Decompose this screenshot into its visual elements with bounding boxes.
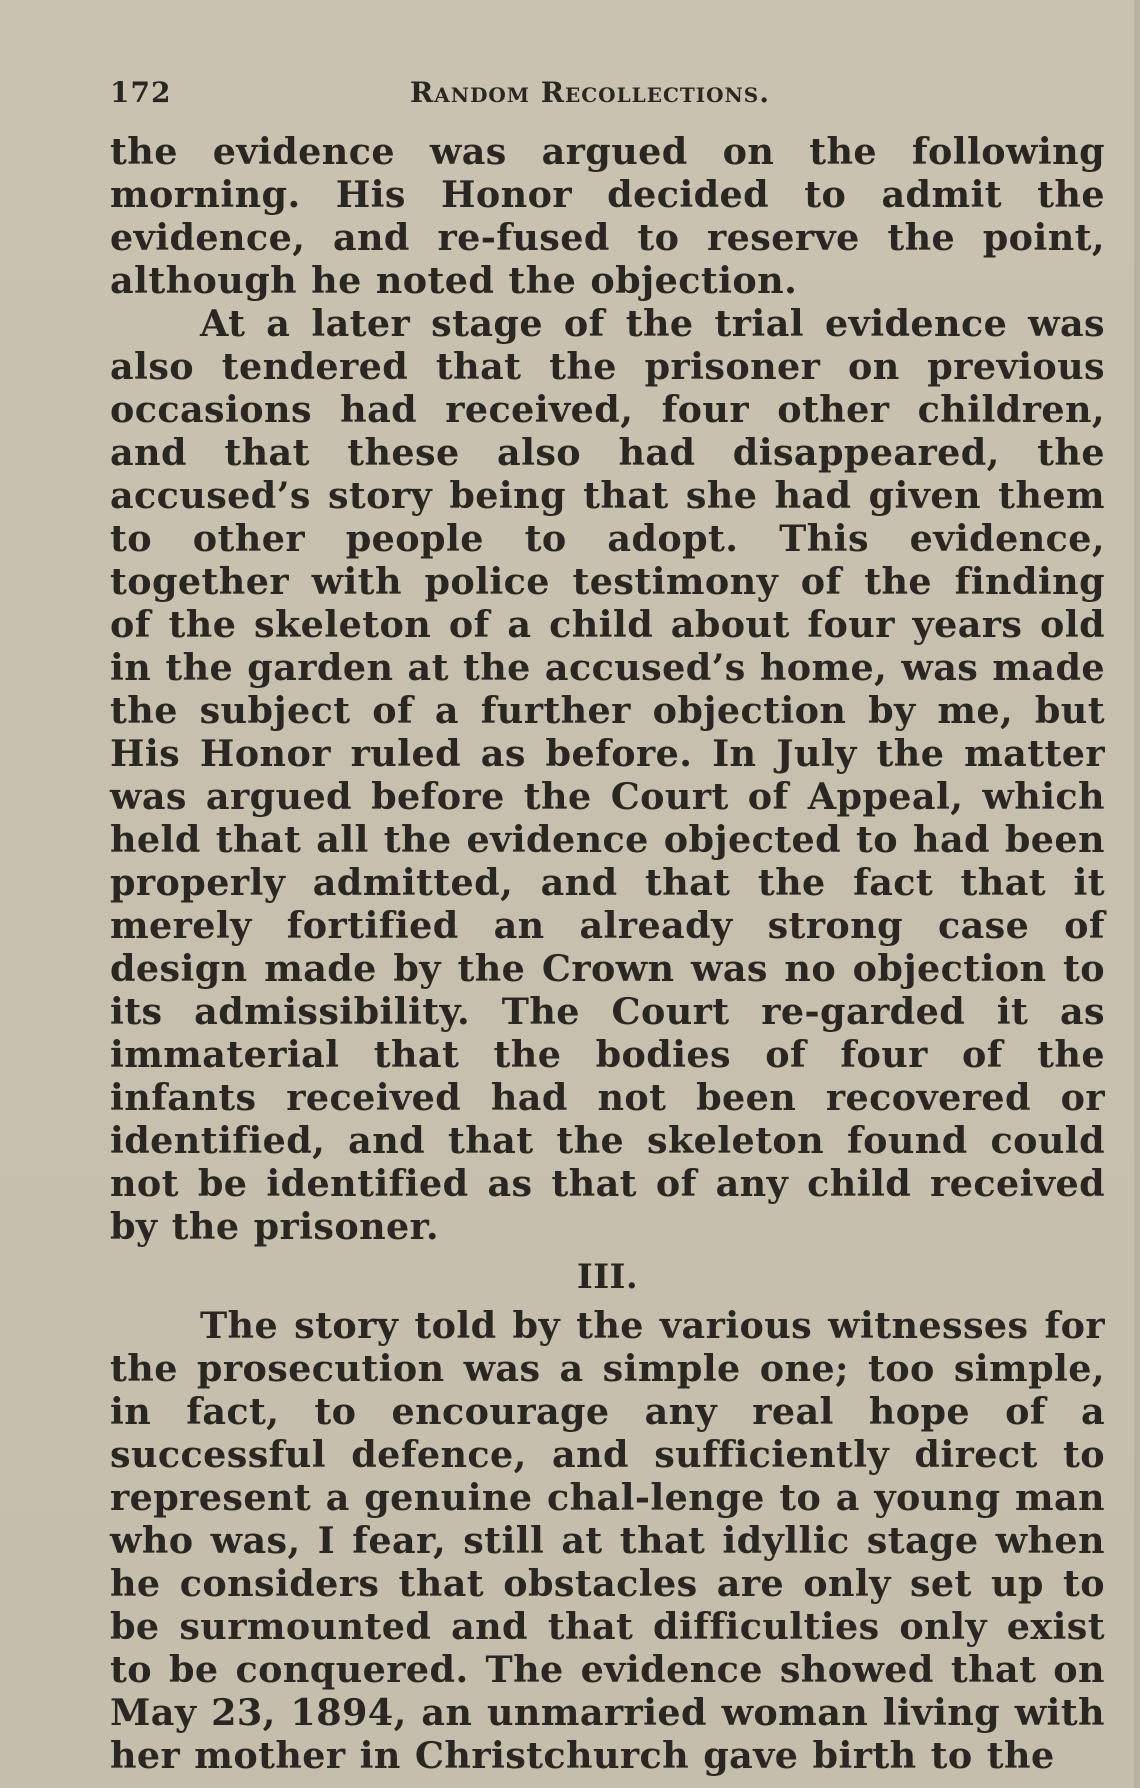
paragraph: The story told by the various witnesses for the prosecution was a simple one; too simple, in fact, to encourage any real hope of a successful defence, and sufficiently direct to represent a genuine chal-lenge to a young man who was, I fear, still at that idyllic stage when he considers that obstacles are only set up to be surmounted and that difficulties only exist to be conquered. The evidence showed that on May 23, 1894, an unmarried woman living with her mother in Christchurch gave birth to the [110, 1304, 1105, 1777]
page-edge-shadow [1134, 0, 1140, 1788]
page-number: 172 [110, 76, 172, 109]
running-head [110, 70, 1100, 120]
paragraph: At a later stage of the trial evidence was also tendered that the prisoner on previous occasions had received, four other children, and that these also had disappeared, the accused’s story being that she had given them to other people to adopt. This evidence, together with police testimony of the finding of the skeleton of a child about four years old in the garden at the accused’s home, was made the subject of a further objection by me, but His Honor ruled as before. In July the matter was argued before the Court of Appeal, which held that all the evidence objected to had been properly admitted, and that the fact that it merely fortified an already strong case of design made by the Crown was no objection to its admissibility. The Court re-garded it as immaterial that the bodies of four of the infants received had not been recovered or identified, and that the skeleton found could not be identified as that of any child received by the prisoner. [110, 302, 1105, 1248]
running-title: Random Recollections. [410, 76, 770, 109]
paragraph-continued: the evidence was argued on the following morning. His Honor decided to admit the evidence, and re-fused to reserve the point, although he noted the objection. [110, 130, 1105, 302]
body-text [110, 130, 1105, 1777]
section-number: III. [576, 1257, 639, 1297]
